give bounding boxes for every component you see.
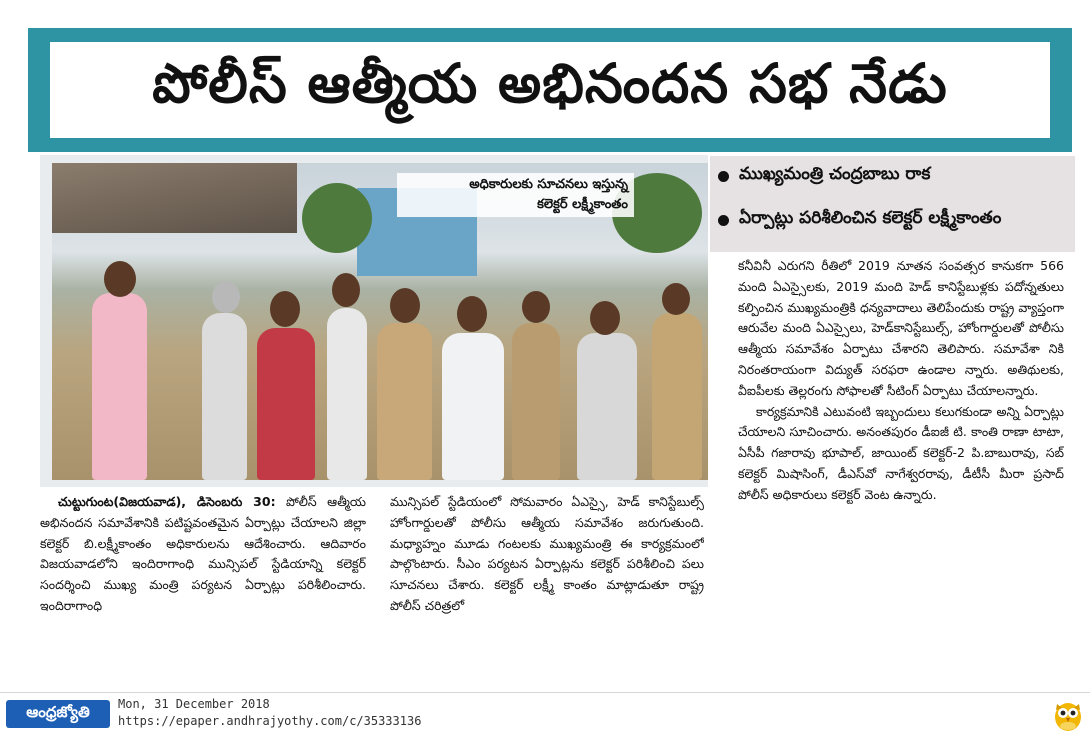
highlight-text: ముఖ్యమంత్రి చంద్రబాబు రాక (739, 164, 931, 184)
person (257, 328, 315, 480)
highlight-text: ఏర్పాట్లు పరిశీలించిన కలెక్టర్ లక్ష్మీకాంతం (739, 208, 1002, 228)
stadium-roof (52, 163, 297, 233)
person (377, 323, 432, 480)
tree (302, 183, 372, 253)
article-column-left (40, 492, 366, 662)
person (512, 323, 560, 480)
owl-icon (1052, 698, 1084, 732)
article-dateline: చుట్టుగుంట(విజయవాడ), డిసెంబరు 30: (58, 494, 276, 509)
epaper-footer (0, 692, 1090, 736)
photo-scene (52, 163, 708, 480)
bullet-icon (718, 171, 729, 182)
highlight-item (718, 208, 1001, 232)
highlights-box (710, 156, 1075, 252)
headline-banner (28, 28, 1072, 152)
person-head (104, 261, 136, 297)
person-head (590, 301, 620, 335)
photo-caption-line: కలెక్టర్ లక్ష్మీకాంతం (537, 197, 628, 212)
article-text: మున్సిపల్ స్టేడియంలో సోమవారం ఏఎస్సై, హెడ్ కానిస్టేబుల్స్ హోంగార్డులతో పోలీసు ఆత్మీయ సమావేశం జరుగుతుంది. మధ్యాహ్నం మూడు గంటలకు ముఖ్యమంత్రి ఈ కార్యక్రమంలో పాల్గొంటారు. సీఎం పర్యటన ఏర్పాట్లను కలెక్టర్ పరిశీలించి పలు సూచనలు చేశారు. కలెక్టర్ లక్ష్మీ కాంతం మాట్లాడుతూ రాష్ట్ర పోలీస్ చరిత్రలో (390, 494, 704, 613)
news-photo (40, 155, 708, 487)
headline-box (50, 42, 1050, 138)
person-head (212, 281, 240, 313)
person-head (332, 273, 360, 307)
headline-title: పోలీస్ ఆత్మీయ అభినందన సభ నేడు (152, 51, 948, 115)
article-text: కనీవినీ ఎరుగని రీతిలో 2019 నూతన సంవత్సర కానుకగా 566 మంది ఏఎస్సైలకు, 2019 మంది హెడ్ కానిస్టేబుళ్లకు పదోన్నతులు కల్పించిన ముఖ్యమంత్రికి ధన్యవాదాలు తెలిపేందుకు రాష్ట్ర వ్యాప్తంగా ఆరువేల మంది ఏఎస్సైలు, హెడ్‌కానిస్టేబుల్స్, హోంగార్డులతో పోలీసు ఆత్మీయ సమావేశం ఏర్పాటు చేశారని తెలిపారు. సమావేశా నికి నిరంతరాయంగా విద్యుత్ సరఫరా ఉండాల న్నారు. అతిథులకు, వీఐపీలకు తెల్లరంగు సోఫాలతో సీటింగ్ ఏర్పాటు చేయాలన్నారు. (738, 258, 1064, 398)
person (92, 293, 147, 480)
article-text: కార్యక్రమానికి ఎటువంటి ఇబ్బందులు కలుగకుండా అన్ని ఏర్పాట్లు చేయాలని సూచించారు. అనంతపురం డీఐజీ టి. కాంతి రాణా టాటా, ఏసీపీ గజారావు భూపాల్, జాయింట్ కలెక్టర్-2 పి.బాబురావు, సబ్ కలెక్టర్ మిషాసింగ్, డీఎస్‌వో నాగేశ్వరరావు, డీటీసీ మీరా ప్రసాద్ పోలీస్ అధికారులు కలెక్టర్ వెంట ఉన్నారు. (738, 403, 1064, 502)
photo-caption (397, 173, 634, 217)
publication-logo[interactable]: ఆంధ్రజ్యోతి (6, 700, 110, 728)
person (577, 333, 637, 480)
article-column-middle (390, 492, 704, 662)
edition-date: Mon, 31 December 2018 (118, 697, 270, 711)
person (652, 313, 702, 480)
bullet-icon (718, 215, 729, 226)
highlight-item (718, 164, 930, 188)
clip-url-link[interactable]: https://epaper.andhrajyothy.com/c/35333136 (118, 714, 422, 728)
person-head (662, 283, 690, 315)
article-text: పోలీస్ ఆత్మీయ అభినందన సమావేశానికి పటిష్టవంతమైన ఏర్పాట్లు చేయాలని జిల్లా కలెక్టర్ బి.లక్ష్మీకాంతం అధికారులను ఆదేశించారు. ఆదివారం విజయవాడలోని ఇందిరాగాంధి మున్సిపల్ స్టేడియాన్ని కలెక్టర్ సందర్శించి ముఖ్య మంత్రి పర్యటన ఏర్పాట్లు పరిశీలించారు. ఇందిరాగాంధి (40, 494, 366, 613)
person (202, 313, 247, 480)
person-head (522, 291, 550, 323)
person-head (270, 291, 300, 327)
person (442, 333, 504, 480)
article-column-right (738, 256, 1064, 656)
person (327, 308, 367, 480)
person-head (457, 296, 487, 332)
person-head (390, 288, 420, 323)
photo-caption-line: అధికారులకు సూచనలు ఇస్తున్న (469, 177, 628, 192)
